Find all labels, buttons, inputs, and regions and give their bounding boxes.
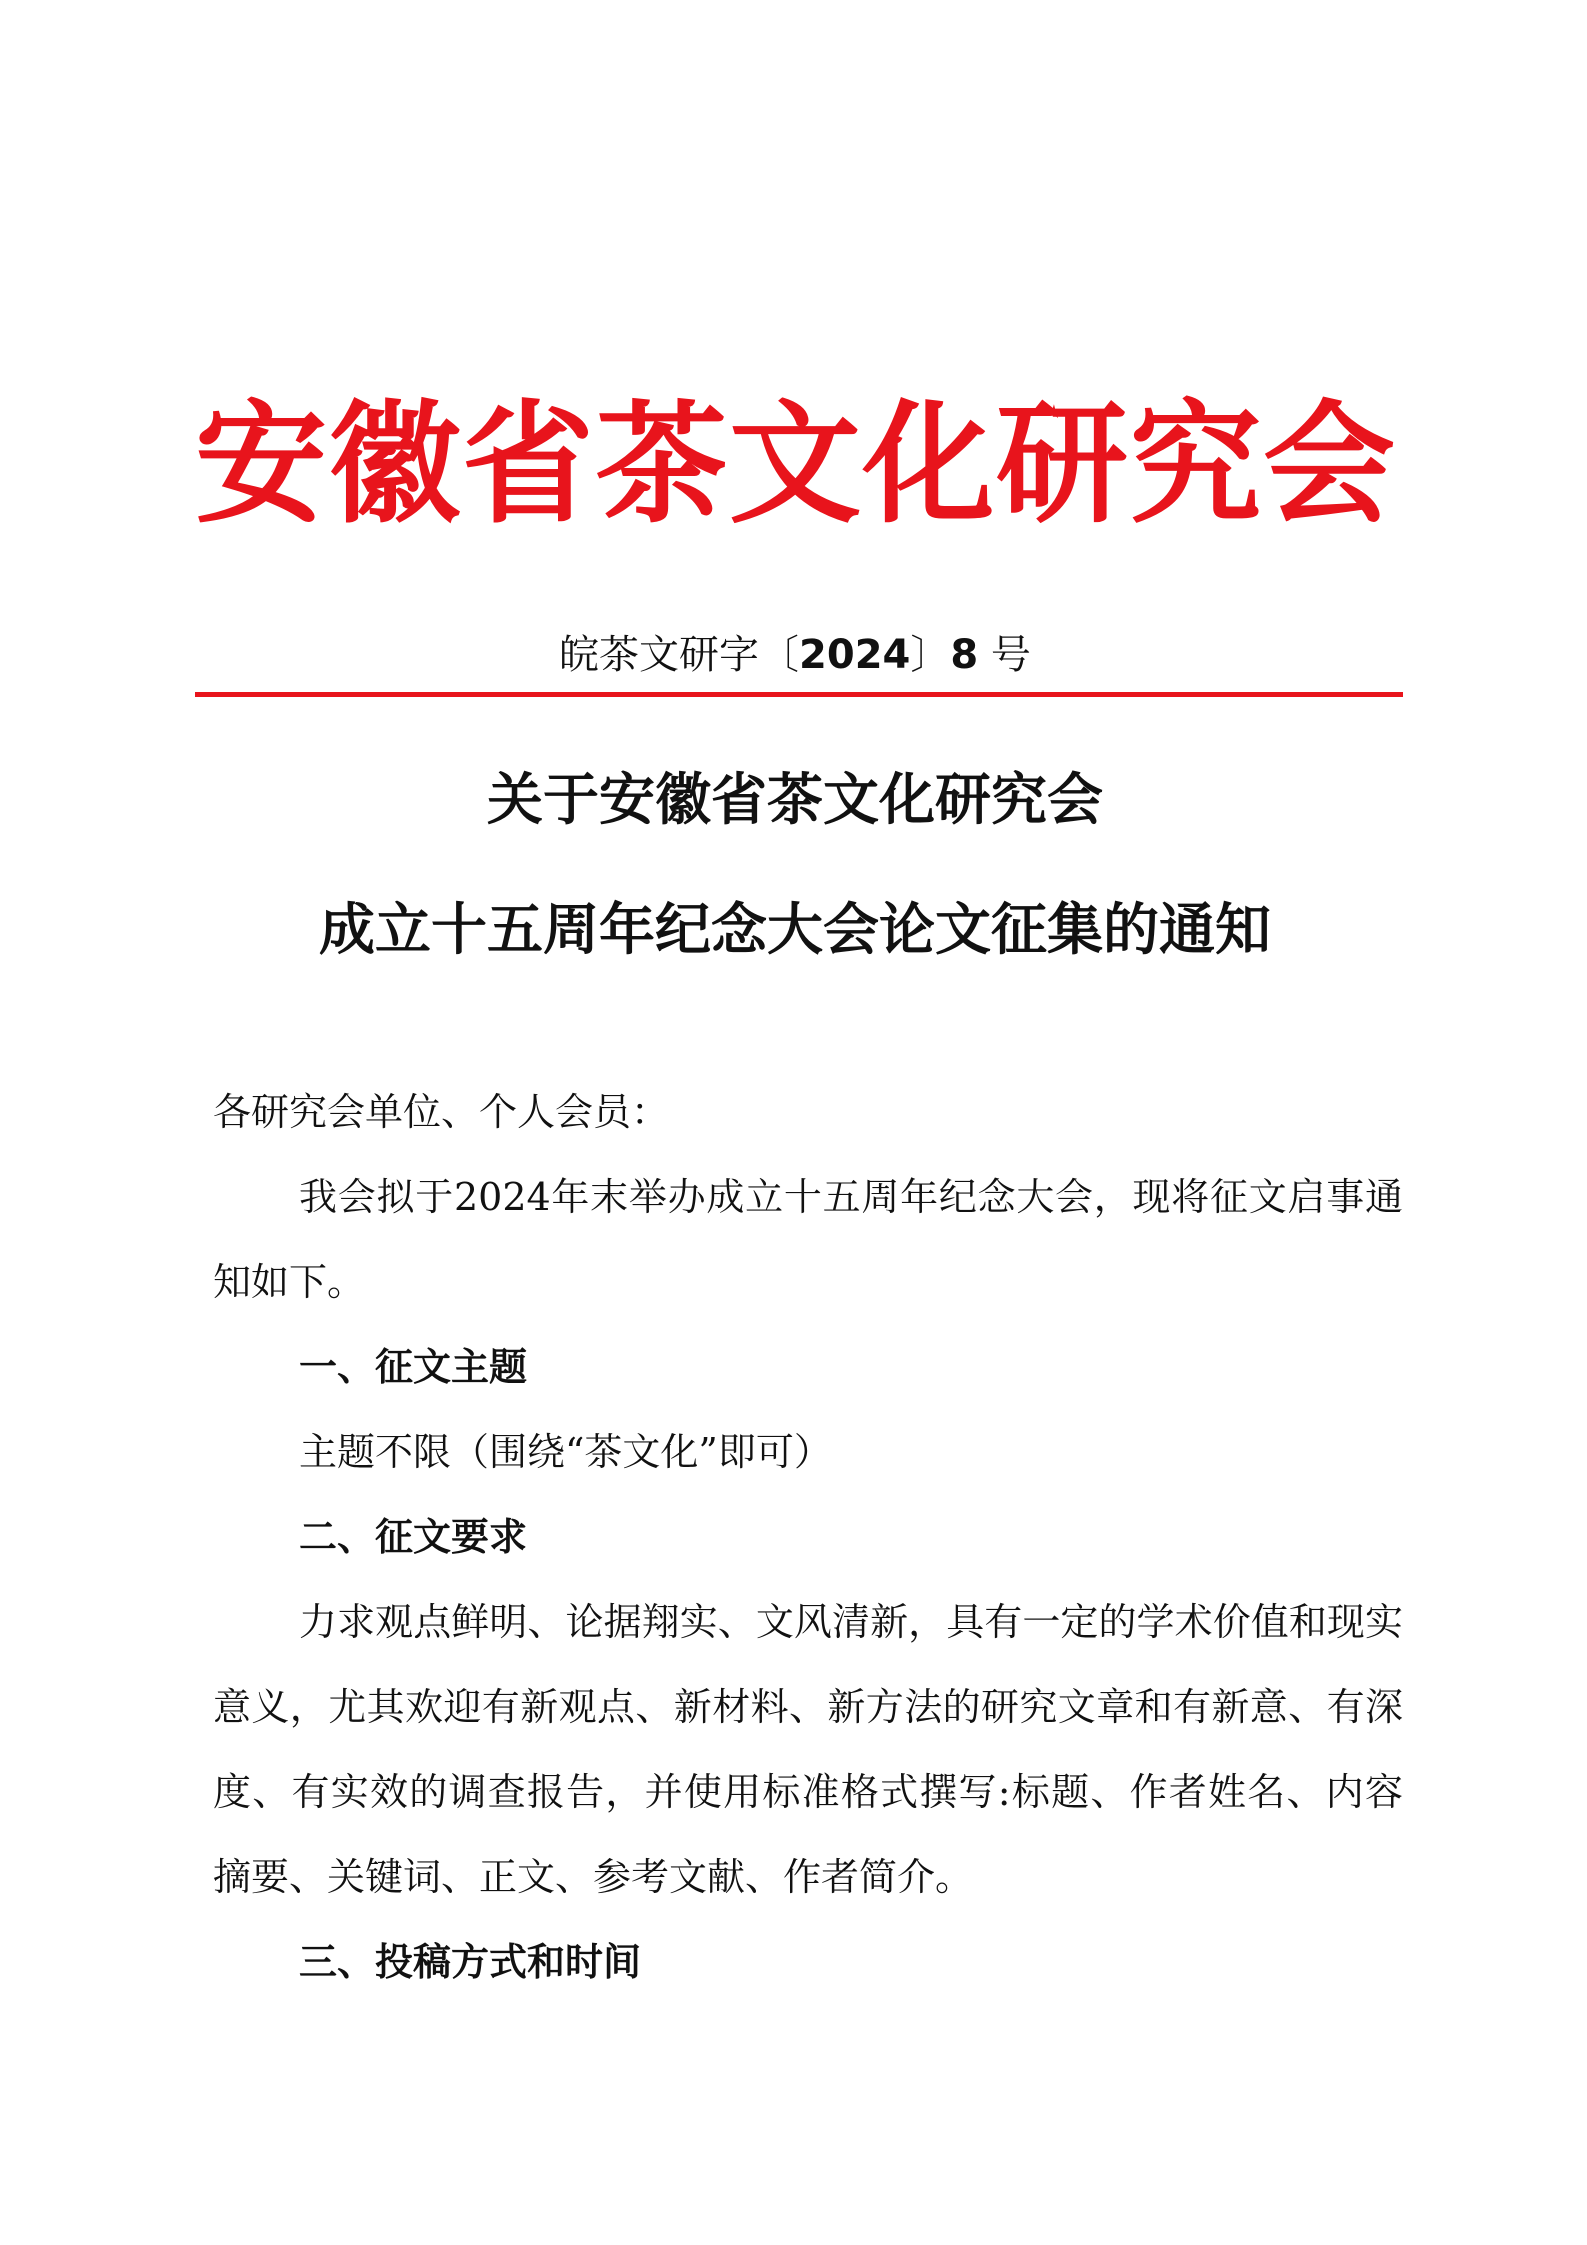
doc-number-middle: 〕: [910, 632, 951, 678]
section-2-title: 二、征文要求: [299, 1515, 528, 1559]
section-3-title: 三、投稿方式和时间: [299, 1940, 642, 1984]
section-2-text: 力求观点鲜明、论据翔实、文风清新，具有一定的学术价值和现实意义，尤其欢迎有新观点、新材料、新方法的研究文章和有新意、有深度、有实效的调查报告，并使用标准格式撰写:标题、作者姓名、内容摘要、关键词、正文、参考文献、作者简介。: [213, 1600, 1403, 1899]
org-title-char: 会: [1263, 387, 1395, 542]
org-title-char: 研: [996, 387, 1128, 542]
notice-heading-line1: 关于安徽省茶文化研究会: [487, 767, 1103, 833]
org-title-char: 徽: [328, 387, 461, 542]
org-title-char: 省: [462, 387, 594, 542]
section-1-title: 一、征文主题: [299, 1345, 528, 1389]
org-title-char: 茶: [595, 387, 728, 542]
org-title-char: 安: [195, 387, 327, 542]
red-divider-line: [195, 692, 1403, 697]
organization-title: [195, 385, 1395, 545]
org-title-char: 究: [1129, 387, 1262, 542]
doc-number-suffix: 号: [978, 632, 1031, 678]
salutation: 各研究会单位、个人会员：: [213, 1090, 670, 1134]
doc-number-prefix: 皖茶文研字〔: [559, 632, 800, 678]
org-title-char: 文: [729, 387, 861, 542]
notice-heading-line2: 成立十五周年纪念大会论文征集的通知: [319, 897, 1271, 963]
notice-body: [213, 1070, 1403, 2005]
section-1-text: 主题不限（围绕“茶文化”即可）: [299, 1430, 832, 1474]
org-title-char: 化: [862, 387, 995, 542]
document-number: [195, 620, 1395, 690]
intro-paragraph: 我会拟于2024年末举办成立十五周年纪念大会，现将征文启事通知如下。: [213, 1175, 1403, 1304]
doc-number-year: 2024: [799, 632, 911, 678]
doc-number-value: 8: [950, 632, 979, 678]
